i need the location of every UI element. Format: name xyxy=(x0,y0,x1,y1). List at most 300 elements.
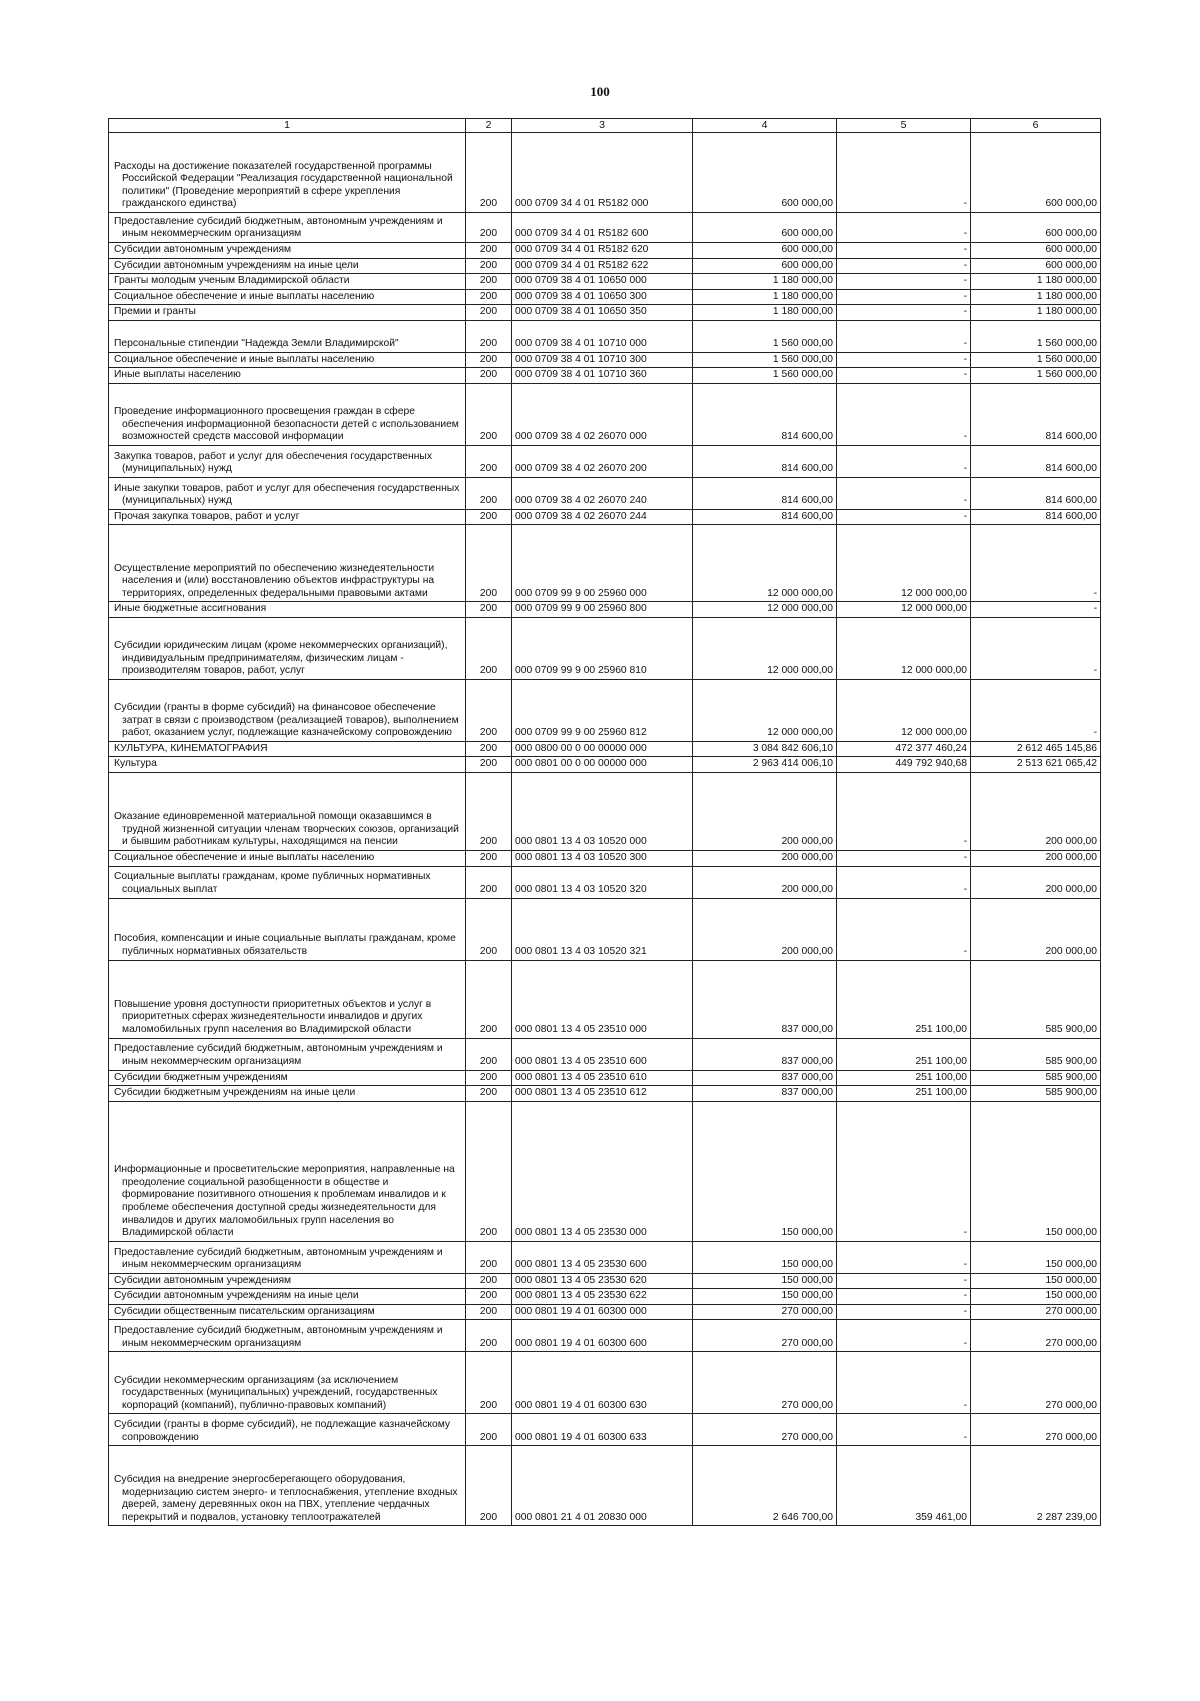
row-budget-code-cell: 000 0709 38 4 01 10710 000 xyxy=(512,320,693,352)
row-amount-regional-cell: 585 900,00 xyxy=(971,960,1101,1038)
row-amount-federal-cell: - xyxy=(837,477,971,509)
row-amount-federal-cell: - xyxy=(837,1241,971,1273)
row-amount-regional-cell: 270 000,00 xyxy=(971,1304,1101,1320)
row-admin-code-cell: 200 xyxy=(466,243,512,259)
row-amount-federal-cell: - xyxy=(837,368,971,384)
row-budget-code-cell: 000 0709 34 4 01 R5182 622 xyxy=(512,258,693,274)
row-amount-total-cell: 150 000,00 xyxy=(693,1101,837,1241)
row-budget-code-cell: 000 0709 38 4 02 26070 000 xyxy=(512,383,693,445)
row-admin-code-cell: 200 xyxy=(466,1038,512,1070)
table-row xyxy=(109,1446,1101,1526)
row-amount-total-cell: 12 000 000,00 xyxy=(693,617,837,679)
table-row xyxy=(109,133,1101,213)
row-name-text: Субсидии бюджетным учреждениям xyxy=(114,1071,288,1083)
table-row xyxy=(109,1241,1101,1273)
row-amount-total-cell: 150 000,00 xyxy=(693,1241,837,1273)
row-admin-code-cell: 200 xyxy=(466,477,512,509)
row-budget-code-cell: 000 0801 00 0 00 00000 000 xyxy=(512,757,693,773)
row-name-text: Предоставление субсидий бюджетным, автономным учреждениям и иным некоммерческим организациям xyxy=(114,1325,443,1349)
row-name-text: Субсидии юридическим лицам (кроме некоммерческих организаций), индивидуальным предпринимателям, физическим лицам - производителям товаров, работ, услуг xyxy=(114,640,448,677)
table-row xyxy=(109,352,1101,368)
row-budget-code-cell: 000 0801 13 4 05 23530 620 xyxy=(512,1273,693,1289)
row-amount-regional-cell: 600 000,00 xyxy=(971,258,1101,274)
row-amount-regional-cell: 585 900,00 xyxy=(971,1070,1101,1086)
row-amount-federal-cell: - xyxy=(837,1414,971,1446)
row-name-text: Субсидии некоммерческим организациям (за исключением государственных (муниципальных) учреждений, государственных корпораций (компаний), публично-правовых компаний) xyxy=(114,1374,438,1411)
row-name-text: Социальные выплаты гражданам, кроме публичных нормативных социальных выплат xyxy=(114,871,431,896)
row-budget-code-cell: 000 0709 38 4 02 26070 240 xyxy=(512,477,693,509)
row-amount-federal-cell: - xyxy=(837,1304,971,1320)
row-amount-total-cell: 837 000,00 xyxy=(693,1038,837,1070)
row-amount-regional-cell: 2 612 465 145,86 xyxy=(971,741,1101,757)
row-admin-code-cell: 200 xyxy=(466,368,512,384)
row-amount-regional-cell: - xyxy=(971,525,1101,602)
row-name-cell xyxy=(109,445,466,477)
row-amount-federal-cell: - xyxy=(837,851,971,867)
row-amount-regional-cell: 814 600,00 xyxy=(971,445,1101,477)
row-budget-code-cell: 000 0801 13 4 03 10520 000 xyxy=(512,773,693,851)
row-budget-code-cell: 000 0709 99 9 00 25960 810 xyxy=(512,617,693,679)
row-name-text: Закупка товаров, работ и услуг для обеспечения государственных (муниципальных) нужд xyxy=(114,450,432,475)
row-admin-code-cell: 200 xyxy=(466,133,512,213)
row-name-text: Предоставление субсидий бюджетным, автономным учреждениям и иным некоммерческим организациям xyxy=(114,1246,443,1271)
row-amount-federal-cell: - xyxy=(837,258,971,274)
row-name-text: Иные бюджетные ассигнования xyxy=(114,603,267,615)
row-amount-federal-cell: 472 377 460,24 xyxy=(837,741,971,757)
table-row xyxy=(109,509,1101,525)
row-amount-regional-cell: 1 560 000,00 xyxy=(971,320,1101,352)
table-row xyxy=(109,679,1101,741)
row-budget-code-cell: 000 0801 19 4 01 60300 600 xyxy=(512,1320,693,1352)
row-budget-code-cell: 000 0801 21 4 01 20830 000 xyxy=(512,1446,693,1526)
row-admin-code-cell: 200 xyxy=(466,1273,512,1289)
row-budget-code-cell: 000 0709 38 4 01 10650 350 xyxy=(512,305,693,321)
table-row xyxy=(109,1038,1101,1070)
row-admin-code-cell: 200 xyxy=(466,525,512,602)
row-amount-regional-cell: 1 560 000,00 xyxy=(971,368,1101,384)
row-name-cell xyxy=(109,617,466,679)
table-row xyxy=(109,898,1101,960)
row-name-cell xyxy=(109,602,466,618)
row-amount-total-cell: 2 963 414 006,10 xyxy=(693,757,837,773)
row-amount-total-cell: 600 000,00 xyxy=(693,133,837,213)
row-amount-regional-cell: 270 000,00 xyxy=(971,1414,1101,1446)
row-admin-code-cell: 200 xyxy=(466,509,512,525)
table-row xyxy=(109,1086,1101,1102)
row-amount-regional-cell: 2 513 621 065,42 xyxy=(971,757,1101,773)
row-amount-regional-cell: 200 000,00 xyxy=(971,898,1101,960)
row-name-text: Премии и гранты xyxy=(114,306,196,318)
row-amount-total-cell: 600 000,00 xyxy=(693,213,837,243)
row-name-cell xyxy=(109,679,466,741)
row-amount-regional-cell: 1 560 000,00 xyxy=(971,352,1101,368)
row-name-cell xyxy=(109,1070,466,1086)
row-amount-total-cell: 1 560 000,00 xyxy=(693,368,837,384)
row-amount-total-cell: 837 000,00 xyxy=(693,1086,837,1102)
table-row xyxy=(109,1289,1101,1305)
row-amount-federal-cell: - xyxy=(837,1289,971,1305)
row-amount-regional-cell: 600 000,00 xyxy=(971,133,1101,213)
row-admin-code-cell: 200 xyxy=(466,866,512,898)
row-admin-code-cell: 200 xyxy=(466,1320,512,1352)
row-name-cell xyxy=(109,368,466,384)
row-amount-federal-cell: 251 100,00 xyxy=(837,1086,971,1102)
row-admin-code-cell: 200 xyxy=(466,445,512,477)
row-name-cell xyxy=(109,305,466,321)
row-budget-code-cell: 000 0709 99 9 00 25960 812 xyxy=(512,679,693,741)
row-name-cell xyxy=(109,1304,466,1320)
table-row xyxy=(109,1304,1101,1320)
row-name-cell xyxy=(109,960,466,1038)
row-amount-federal-cell: - xyxy=(837,1352,971,1414)
table-row xyxy=(109,851,1101,867)
row-amount-regional-cell: 150 000,00 xyxy=(971,1289,1101,1305)
row-name-cell xyxy=(109,1352,466,1414)
row-amount-total-cell: 600 000,00 xyxy=(693,258,837,274)
row-amount-total-cell: 12 000 000,00 xyxy=(693,679,837,741)
row-admin-code-cell: 200 xyxy=(466,383,512,445)
row-amount-total-cell: 814 600,00 xyxy=(693,509,837,525)
row-amount-regional-cell: 270 000,00 xyxy=(971,1352,1101,1414)
row-budget-code-cell: 000 0801 13 4 05 23510 600 xyxy=(512,1038,693,1070)
row-name-text: Субсидии автономным учреждениям xyxy=(114,1274,292,1286)
row-budget-code-cell: 000 0709 38 4 01 10710 300 xyxy=(512,352,693,368)
column-header-1: 1 xyxy=(109,119,466,133)
row-admin-code-cell: 200 xyxy=(466,741,512,757)
row-name-cell xyxy=(109,773,466,851)
row-admin-code-cell: 200 xyxy=(466,1446,512,1526)
row-amount-regional-cell: 585 900,00 xyxy=(971,1086,1101,1102)
row-amount-regional-cell: - xyxy=(971,602,1101,618)
row-admin-code-cell: 200 xyxy=(466,305,512,321)
row-name-cell xyxy=(109,1289,466,1305)
row-amount-total-cell: 1 180 000,00 xyxy=(693,274,837,290)
column-header-6: 6 xyxy=(971,119,1101,133)
row-amount-total-cell: 270 000,00 xyxy=(693,1320,837,1352)
row-amount-regional-cell: 600 000,00 xyxy=(971,213,1101,243)
row-amount-total-cell: 12 000 000,00 xyxy=(693,525,837,602)
row-amount-federal-cell: - xyxy=(837,1101,971,1241)
row-amount-total-cell: 814 600,00 xyxy=(693,383,837,445)
row-amount-total-cell: 200 000,00 xyxy=(693,898,837,960)
row-name-text: Повышение уровня доступности приоритетных объектов и услуг в приоритетных сферах жизнедеятельности инвалидов и других маломобильных групп населения во Владимирской области xyxy=(114,998,432,1036)
table-row xyxy=(109,243,1101,259)
row-budget-code-cell: 000 0801 13 4 05 23510 612 xyxy=(512,1086,693,1102)
row-amount-regional-cell: - xyxy=(971,679,1101,741)
row-amount-total-cell: 270 000,00 xyxy=(693,1352,837,1414)
row-amount-regional-cell: 1 180 000,00 xyxy=(971,289,1101,305)
row-amount-federal-cell: - xyxy=(837,509,971,525)
row-amount-total-cell: 270 000,00 xyxy=(693,1304,837,1320)
table-row xyxy=(109,289,1101,305)
row-name-cell xyxy=(109,1320,466,1352)
table-row xyxy=(109,477,1101,509)
row-name-cell xyxy=(109,133,466,213)
row-name-cell xyxy=(109,352,466,368)
row-amount-total-cell: 1 560 000,00 xyxy=(693,352,837,368)
row-amount-total-cell: 200 000,00 xyxy=(693,851,837,867)
table-row xyxy=(109,602,1101,618)
row-name-cell xyxy=(109,1414,466,1446)
row-amount-total-cell: 12 000 000,00 xyxy=(693,602,837,618)
row-amount-regional-cell: 814 600,00 xyxy=(971,477,1101,509)
row-name-text: Предоставление субсидий бюджетным, автономным учреждениям и иным некоммерческим организациям xyxy=(114,215,443,240)
row-budget-code-cell: 000 0709 34 4 01 R5182 000 xyxy=(512,133,693,213)
row-name-cell xyxy=(109,289,466,305)
row-admin-code-cell: 200 xyxy=(466,1070,512,1086)
row-name-text: Субсидии автономным учреждениям xyxy=(114,244,292,255)
row-admin-code-cell: 200 xyxy=(466,757,512,773)
row-admin-code-cell: 200 xyxy=(466,1241,512,1273)
row-name-text: Социальное обеспечение и иные выплаты населению xyxy=(114,353,375,365)
row-name-cell xyxy=(109,477,466,509)
row-budget-code-cell: 000 0709 34 4 01 R5182 620 xyxy=(512,243,693,259)
row-amount-total-cell: 270 000,00 xyxy=(693,1414,837,1446)
table-body xyxy=(109,133,1101,1526)
row-amount-federal-cell: - xyxy=(837,243,971,259)
row-admin-code-cell: 200 xyxy=(466,213,512,243)
row-budget-code-cell: 000 0801 19 4 01 60300 000 xyxy=(512,1304,693,1320)
row-amount-regional-cell: 200 000,00 xyxy=(971,851,1101,867)
row-amount-regional-cell: 1 180 000,00 xyxy=(971,305,1101,321)
row-name-cell xyxy=(109,1038,466,1070)
row-admin-code-cell: 200 xyxy=(466,602,512,618)
row-name-cell xyxy=(109,1241,466,1273)
row-name-cell xyxy=(109,1101,466,1241)
row-amount-total-cell: 150 000,00 xyxy=(693,1273,837,1289)
row-amount-regional-cell: - xyxy=(971,617,1101,679)
row-amount-federal-cell: - xyxy=(837,1273,971,1289)
row-budget-code-cell: 000 0709 99 9 00 25960 000 xyxy=(512,525,693,602)
row-amount-regional-cell: 200 000,00 xyxy=(971,773,1101,851)
row-name-text: Иные закупки товаров, работ и услуг для обеспечения государственных (муниципальных) нужд xyxy=(114,482,460,507)
row-amount-federal-cell: - xyxy=(837,133,971,213)
row-name-text: Социальное обеспечение и иные выплаты населению xyxy=(114,852,375,864)
row-admin-code-cell: 200 xyxy=(466,274,512,290)
row-name-cell xyxy=(109,851,466,867)
row-name-cell xyxy=(109,213,466,243)
row-name-cell xyxy=(109,274,466,290)
row-name-cell xyxy=(109,757,466,773)
row-amount-regional-cell: 814 600,00 xyxy=(971,383,1101,445)
row-name-cell xyxy=(109,898,466,960)
row-budget-code-cell: 000 0801 19 4 01 60300 633 xyxy=(512,1414,693,1446)
row-amount-total-cell: 150 000,00 xyxy=(693,1289,837,1305)
table-row xyxy=(109,1352,1101,1414)
row-admin-code-cell: 200 xyxy=(466,773,512,851)
row-name-text: Пособия, компенсации и иные социальные выплаты гражданам, кроме публичных нормативных обязательств xyxy=(114,933,456,958)
table-row xyxy=(109,383,1101,445)
row-admin-code-cell: 200 xyxy=(466,352,512,368)
table-row xyxy=(109,525,1101,602)
table-row xyxy=(109,320,1101,352)
row-name-cell xyxy=(109,258,466,274)
row-admin-code-cell: 200 xyxy=(466,1414,512,1446)
row-name-cell xyxy=(109,741,466,757)
row-amount-federal-cell: - xyxy=(837,289,971,305)
row-name-cell xyxy=(109,1273,466,1289)
table-row xyxy=(109,773,1101,851)
row-amount-total-cell: 200 000,00 xyxy=(693,866,837,898)
table-row xyxy=(109,258,1101,274)
row-amount-regional-cell: 2 287 239,00 xyxy=(971,1446,1101,1526)
row-name-text: Субсидии бюджетным учреждениям на иные цели xyxy=(114,1087,356,1099)
row-amount-total-cell: 200 000,00 xyxy=(693,773,837,851)
row-name-cell xyxy=(109,525,466,602)
row-amount-total-cell: 837 000,00 xyxy=(693,1070,837,1086)
row-name-text: Субсидии автономным учреждениям на иные цели xyxy=(114,259,359,271)
row-amount-federal-cell: - xyxy=(837,773,971,851)
row-name-text: Прочая закупка товаров, работ и услуг xyxy=(114,510,300,522)
budget-table xyxy=(108,118,1101,1526)
row-amount-federal-cell: - xyxy=(837,445,971,477)
row-amount-total-cell: 814 600,00 xyxy=(693,445,837,477)
row-amount-total-cell: 814 600,00 xyxy=(693,477,837,509)
row-admin-code-cell: 200 xyxy=(466,1352,512,1414)
row-name-text: Информационные и просветительские мероприятия, направленные на преодоление социальной разобщенности в обществе и формирование позитивного отношения к проблемам инвалидов и к проблеме обеспечения доступной среды жизнедеятельности для инвалидов и других маломобильных групп населения во Владимирской области xyxy=(114,1164,455,1239)
row-name-text: Иные выплаты населению xyxy=(114,369,241,381)
row-amount-federal-cell: - xyxy=(837,213,971,243)
row-budget-code-cell: 000 0709 99 9 00 25960 800 xyxy=(512,602,693,618)
row-amount-total-cell: 837 000,00 xyxy=(693,960,837,1038)
row-name-text: Оказание единовременной материальной помощи оказавшимся в трудной жизненной ситуации членам творческих союзов, организаций и бывшим работникам культуры, находящимся на пенсии xyxy=(114,811,459,848)
row-amount-total-cell: 2 646 700,00 xyxy=(693,1446,837,1526)
column-header-4: 4 xyxy=(693,119,837,133)
column-header-3: 3 xyxy=(512,119,693,133)
row-name-text: Субсидии (гранты в форме субсидий) на финансовое обеспечение затрат в связи с производством (реализацией товаров), выполнением работ, оказанием услуг, подлежащие казначейскому сопровождению xyxy=(114,702,459,739)
row-budget-code-cell: 000 0800 00 0 00 00000 000 xyxy=(512,741,693,757)
row-name-text: Субсидии общественным писательским организациям xyxy=(114,1305,375,1317)
row-amount-regional-cell: 150 000,00 xyxy=(971,1241,1101,1273)
row-name-text: Персональные стипендии "Надежда Земли Владимирской" xyxy=(114,338,399,350)
row-name-cell xyxy=(109,243,466,259)
row-amount-regional-cell: 200 000,00 xyxy=(971,866,1101,898)
row-amount-federal-cell: - xyxy=(837,352,971,368)
row-amount-federal-cell: - xyxy=(837,1320,971,1352)
row-budget-code-cell: 000 0709 38 4 02 26070 200 xyxy=(512,445,693,477)
column-header-5: 5 xyxy=(837,119,971,133)
row-amount-federal-cell: 251 100,00 xyxy=(837,1038,971,1070)
row-budget-code-cell: 000 0801 13 4 05 23510 610 xyxy=(512,1070,693,1086)
table-row xyxy=(109,1414,1101,1446)
table-row xyxy=(109,213,1101,243)
row-budget-code-cell: 000 0801 13 4 05 23530 600 xyxy=(512,1241,693,1273)
row-budget-code-cell: 000 0709 38 4 01 10710 360 xyxy=(512,368,693,384)
row-amount-federal-cell: - xyxy=(837,898,971,960)
row-name-text: Осуществление мероприятий по обеспечению жизнедеятельности населения и (или) восстановлению объектов инфраструктуры на территориях, определенных федеральными правовыми актами xyxy=(114,562,435,599)
row-budget-code-cell: 000 0801 13 4 03 10520 320 xyxy=(512,866,693,898)
table-row xyxy=(109,1273,1101,1289)
row-amount-regional-cell: 814 600,00 xyxy=(971,509,1101,525)
row-amount-federal-cell: 251 100,00 xyxy=(837,960,971,1038)
table-row xyxy=(109,368,1101,384)
row-amount-federal-cell: 359 461,00 xyxy=(837,1446,971,1526)
row-admin-code-cell: 200 xyxy=(466,320,512,352)
header-row xyxy=(109,119,1101,133)
row-name-cell xyxy=(109,1446,466,1526)
row-name-text: Культура xyxy=(114,758,157,770)
row-name-text: Субсидии автономным учреждениям на иные цели xyxy=(114,1290,359,1302)
row-amount-total-cell: 1 560 000,00 xyxy=(693,320,837,352)
row-amount-regional-cell: 150 000,00 xyxy=(971,1101,1101,1241)
row-name-cell xyxy=(109,509,466,525)
row-admin-code-cell: 200 xyxy=(466,289,512,305)
row-budget-code-cell: 000 0709 38 4 01 10650 300 xyxy=(512,289,693,305)
row-budget-code-cell: 000 0801 19 4 01 60300 630 xyxy=(512,1352,693,1414)
row-admin-code-cell: 200 xyxy=(466,1086,512,1102)
row-budget-code-cell: 000 0709 38 4 02 26070 244 xyxy=(512,509,693,525)
row-admin-code-cell: 200 xyxy=(466,1304,512,1320)
row-admin-code-cell: 200 xyxy=(466,1289,512,1305)
row-name-text: Субсидии (гранты в форме субсидий), не подлежащие казначейскому сопровождению xyxy=(114,1419,451,1443)
row-name-text: КУЛЬТУРА, КИНЕМАТОГРАФИЯ xyxy=(114,742,268,754)
row-amount-regional-cell: 600 000,00 xyxy=(971,243,1101,259)
row-amount-federal-cell: - xyxy=(837,305,971,321)
table-row xyxy=(109,1070,1101,1086)
row-amount-total-cell: 3 084 842 606,10 xyxy=(693,741,837,757)
row-name-text: Проведение информационного просвещения граждан в сфере обеспечения информационной безопасности детей с использованием возможностей средств массовой информации xyxy=(114,406,459,443)
row-amount-regional-cell: 270 000,00 xyxy=(971,1320,1101,1352)
row-budget-code-cell: 000 0709 34 4 01 R5182 600 xyxy=(512,213,693,243)
row-amount-total-cell: 1 180 000,00 xyxy=(693,305,837,321)
row-name-text: Субсидия на внедрение энергосберегающего оборудования, модернизацию систем энерго- и теплоснабжения, утепление входных дверей, замену деревянных окон на ПВХ, утепление чердачных перекрытий и подвалов, установку теплоотражателей xyxy=(114,1474,458,1523)
row-amount-federal-cell: 251 100,00 xyxy=(837,1070,971,1086)
table-row xyxy=(109,1320,1101,1352)
row-admin-code-cell: 200 xyxy=(466,851,512,867)
row-name-cell xyxy=(109,383,466,445)
table-row xyxy=(109,305,1101,321)
row-amount-total-cell: 1 180 000,00 xyxy=(693,289,837,305)
row-budget-code-cell: 000 0801 13 4 05 23530 622 xyxy=(512,1289,693,1305)
table-header xyxy=(109,119,1101,133)
row-amount-federal-cell: 12 000 000,00 xyxy=(837,679,971,741)
row-budget-code-cell: 000 0801 13 4 03 10520 321 xyxy=(512,898,693,960)
row-amount-federal-cell: 449 792 940,68 xyxy=(837,757,971,773)
table-row xyxy=(109,1101,1101,1241)
row-name-text: Предоставление субсидий бюджетным, автономным учреждениям и иным некоммерческим организациям xyxy=(114,1043,443,1068)
row-amount-federal-cell: 12 000 000,00 xyxy=(837,617,971,679)
row-amount-regional-cell: 585 900,00 xyxy=(971,1038,1101,1070)
row-name-cell xyxy=(109,866,466,898)
table-row xyxy=(109,960,1101,1038)
row-name-text: Гранты молодым ученым Владимирской области xyxy=(114,275,350,287)
row-amount-federal-cell: 12 000 000,00 xyxy=(837,602,971,618)
row-name-text: Расходы на достижение показателей государственной программы Российской Федерации "Реализация государственной национальной политики" (Проведение мероприятий в сфере укрепления гражданского единства) xyxy=(114,160,453,210)
table-row xyxy=(109,445,1101,477)
table-row xyxy=(109,866,1101,898)
row-budget-code-cell: 000 0801 13 4 03 10520 300 xyxy=(512,851,693,867)
row-amount-regional-cell: 150 000,00 xyxy=(971,1273,1101,1289)
row-amount-regional-cell: 1 180 000,00 xyxy=(971,274,1101,290)
table-row xyxy=(109,617,1101,679)
row-budget-code-cell: 000 0709 38 4 01 10650 000 xyxy=(512,274,693,290)
row-amount-total-cell: 600 000,00 xyxy=(693,243,837,259)
row-admin-code-cell: 200 xyxy=(466,258,512,274)
row-admin-code-cell: 200 xyxy=(466,679,512,741)
table-row xyxy=(109,757,1101,773)
row-amount-federal-cell: - xyxy=(837,274,971,290)
row-admin-code-cell: 200 xyxy=(466,960,512,1038)
row-admin-code-cell: 200 xyxy=(466,898,512,960)
row-admin-code-cell: 200 xyxy=(466,1101,512,1241)
row-budget-code-cell: 000 0801 13 4 05 23530 000 xyxy=(512,1101,693,1241)
row-admin-code-cell: 200 xyxy=(466,617,512,679)
row-name-cell xyxy=(109,1086,466,1102)
row-amount-federal-cell: - xyxy=(837,320,971,352)
page-number: 100 xyxy=(590,84,610,99)
row-name-text: Социальное обеспечение и иные выплаты населению xyxy=(114,290,375,302)
row-amount-federal-cell: - xyxy=(837,866,971,898)
